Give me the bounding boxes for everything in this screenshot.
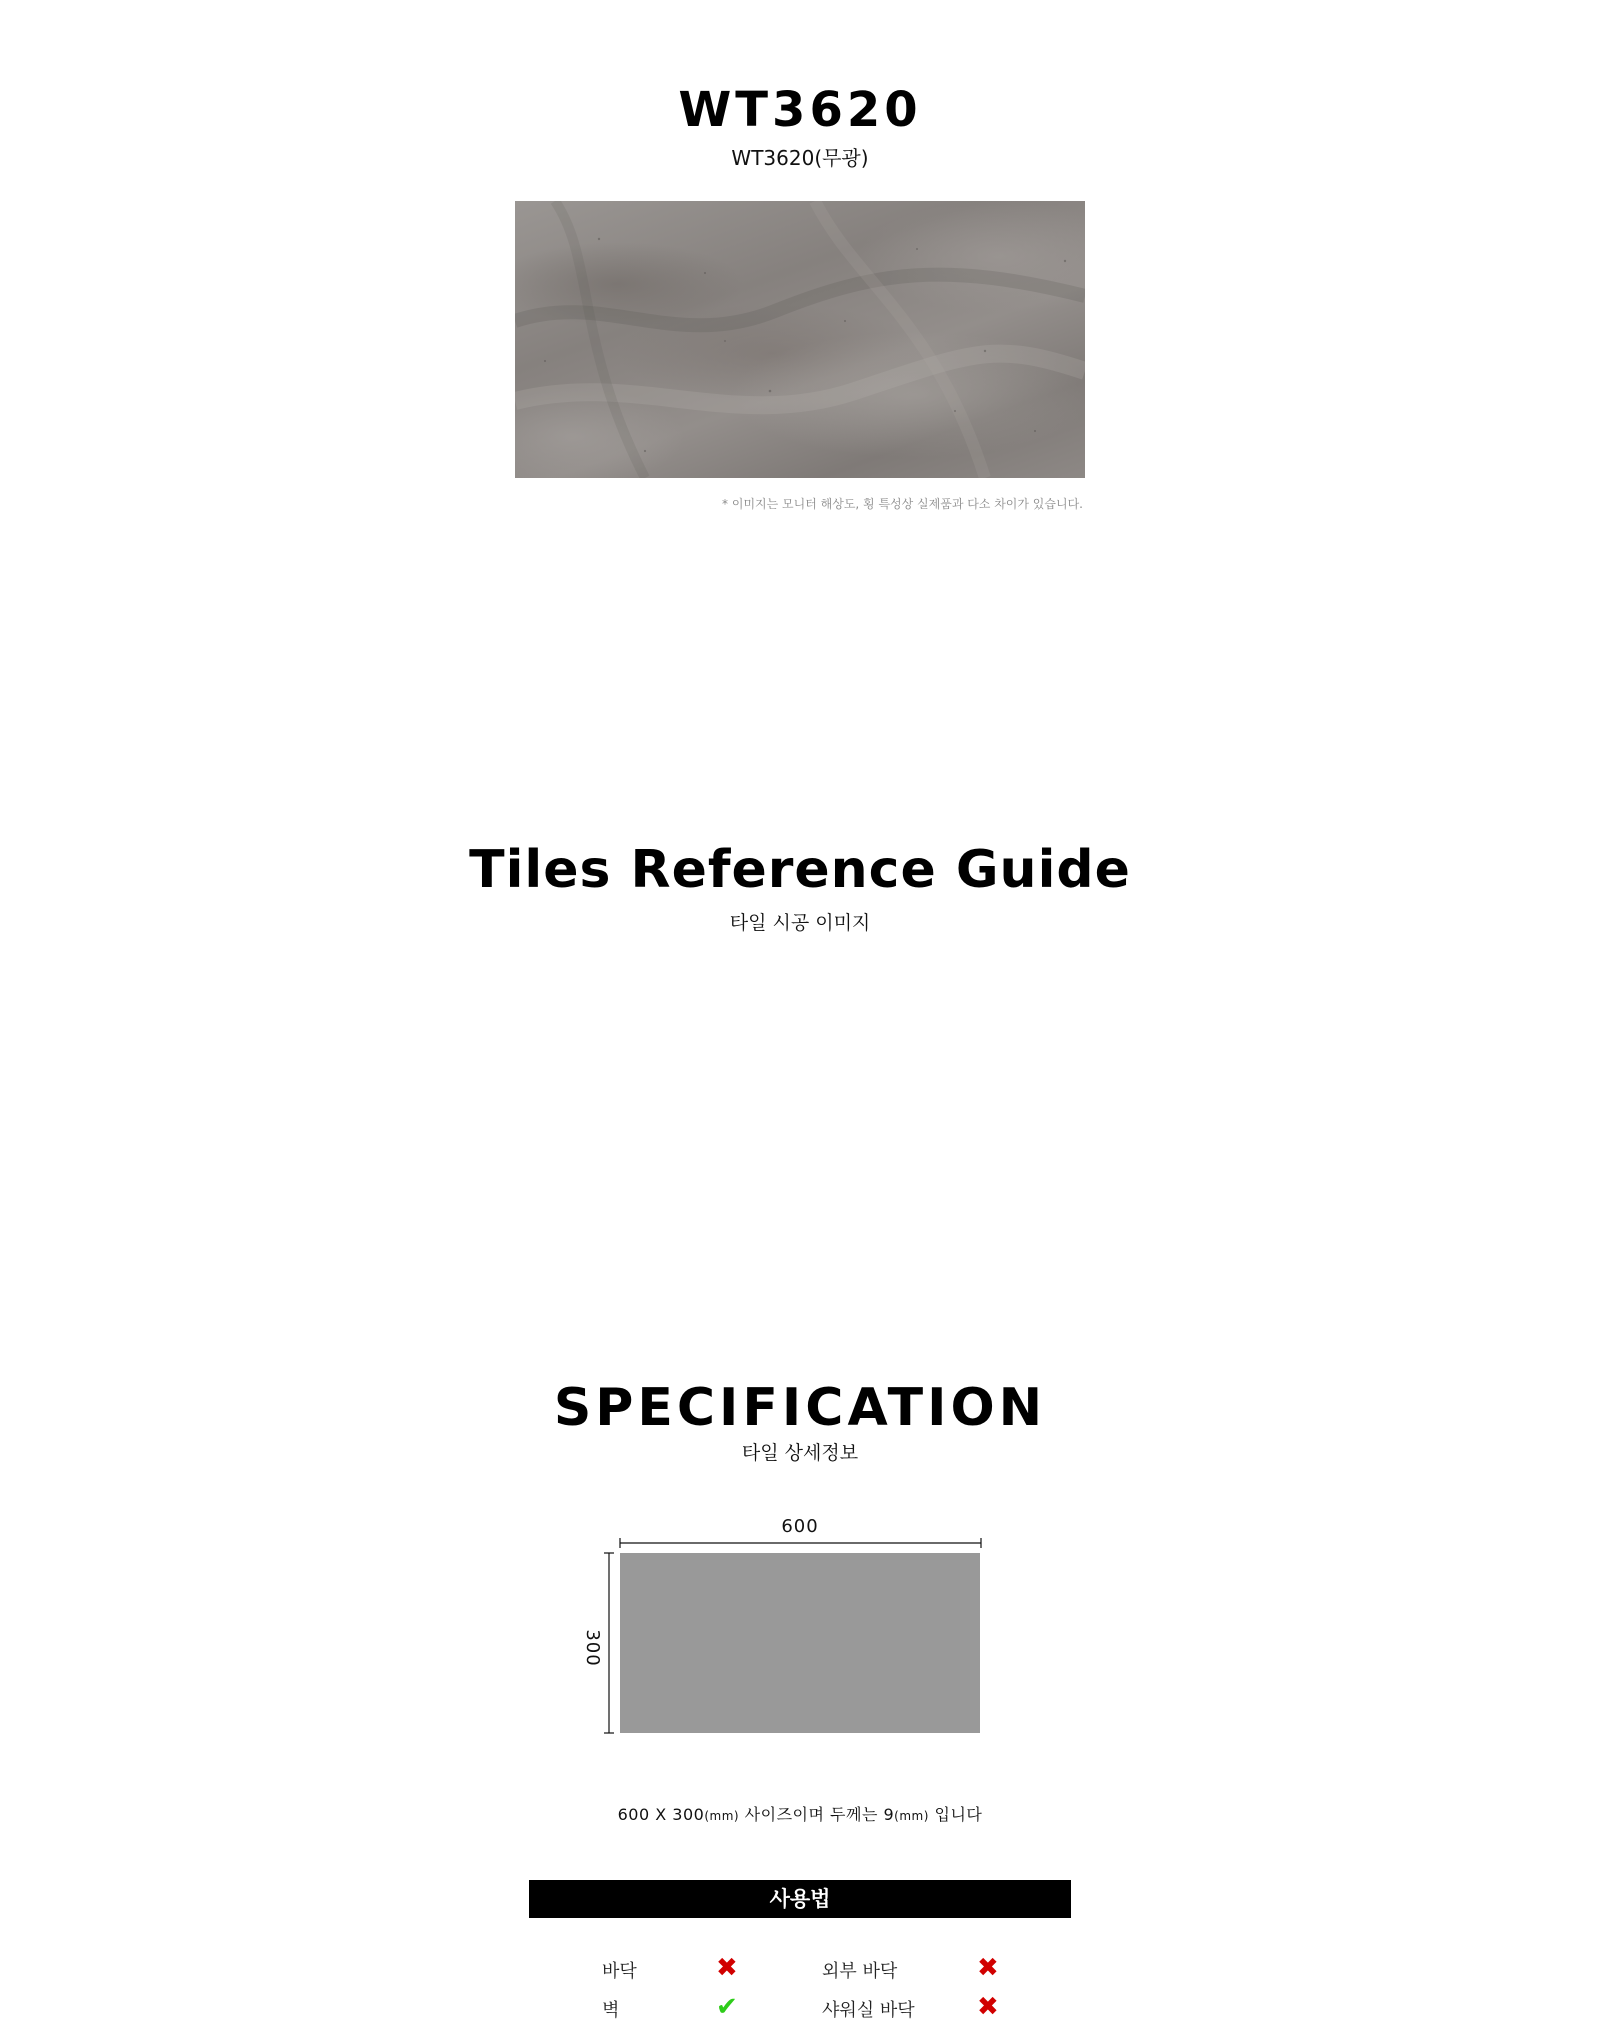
usage-label-wall: 벽 — [602, 2000, 620, 2021]
cross-icon: ✖ — [977, 1992, 999, 2022]
thickness-text: 사이즈이며 두께는 9 — [739, 1805, 895, 1824]
thickness-unit: (mm) — [894, 1809, 929, 1823]
product-title: WT3620 — [678, 82, 922, 138]
usage-label-floor: 바닥 — [602, 1961, 637, 1982]
image-disclaimer: * 이미지는 모니터 해상도, 횡 특성상 실제품과 다소 차이가 있습니다. — [722, 497, 1083, 511]
size-description — [0, 1802, 1600, 1825]
check-icon: ✔ — [716, 1992, 738, 2022]
width-dimension-label: 600 — [781, 1516, 819, 1537]
spec-subtitle: 타일 상세정보 — [741, 1442, 859, 1464]
usage-header: 사용법 — [529, 1880, 1071, 1918]
tile-size-diagram — [620, 1553, 980, 1733]
guide-title: Tiles Reference Guide — [469, 840, 1131, 900]
usage-label-outdoor-floor: 외부 바닥 — [822, 1961, 898, 1982]
cross-icon: ✖ — [977, 1953, 999, 1983]
height-dimension-label: 300 — [582, 1629, 603, 1667]
guide-subtitle: 타일 시공 이미지 — [729, 912, 871, 934]
size-value: 600 X 300 — [617, 1805, 705, 1824]
spec-title: SPECIFICATION — [553, 1378, 1047, 1438]
size-description-end: 입니다 — [928, 1805, 983, 1824]
product-subtitle: WT3620(무광) — [731, 146, 869, 170]
stone-texture — [515, 201, 1085, 478]
tile-photo — [515, 201, 1085, 478]
cross-icon: ✖ — [716, 1953, 738, 1983]
width-dimension-line — [618, 1537, 984, 1549]
size-unit: (mm) — [704, 1809, 740, 1823]
usage-label-shower-floor: 샤워실 바닥 — [822, 2000, 915, 2021]
height-dimension-line — [603, 1551, 615, 1735]
